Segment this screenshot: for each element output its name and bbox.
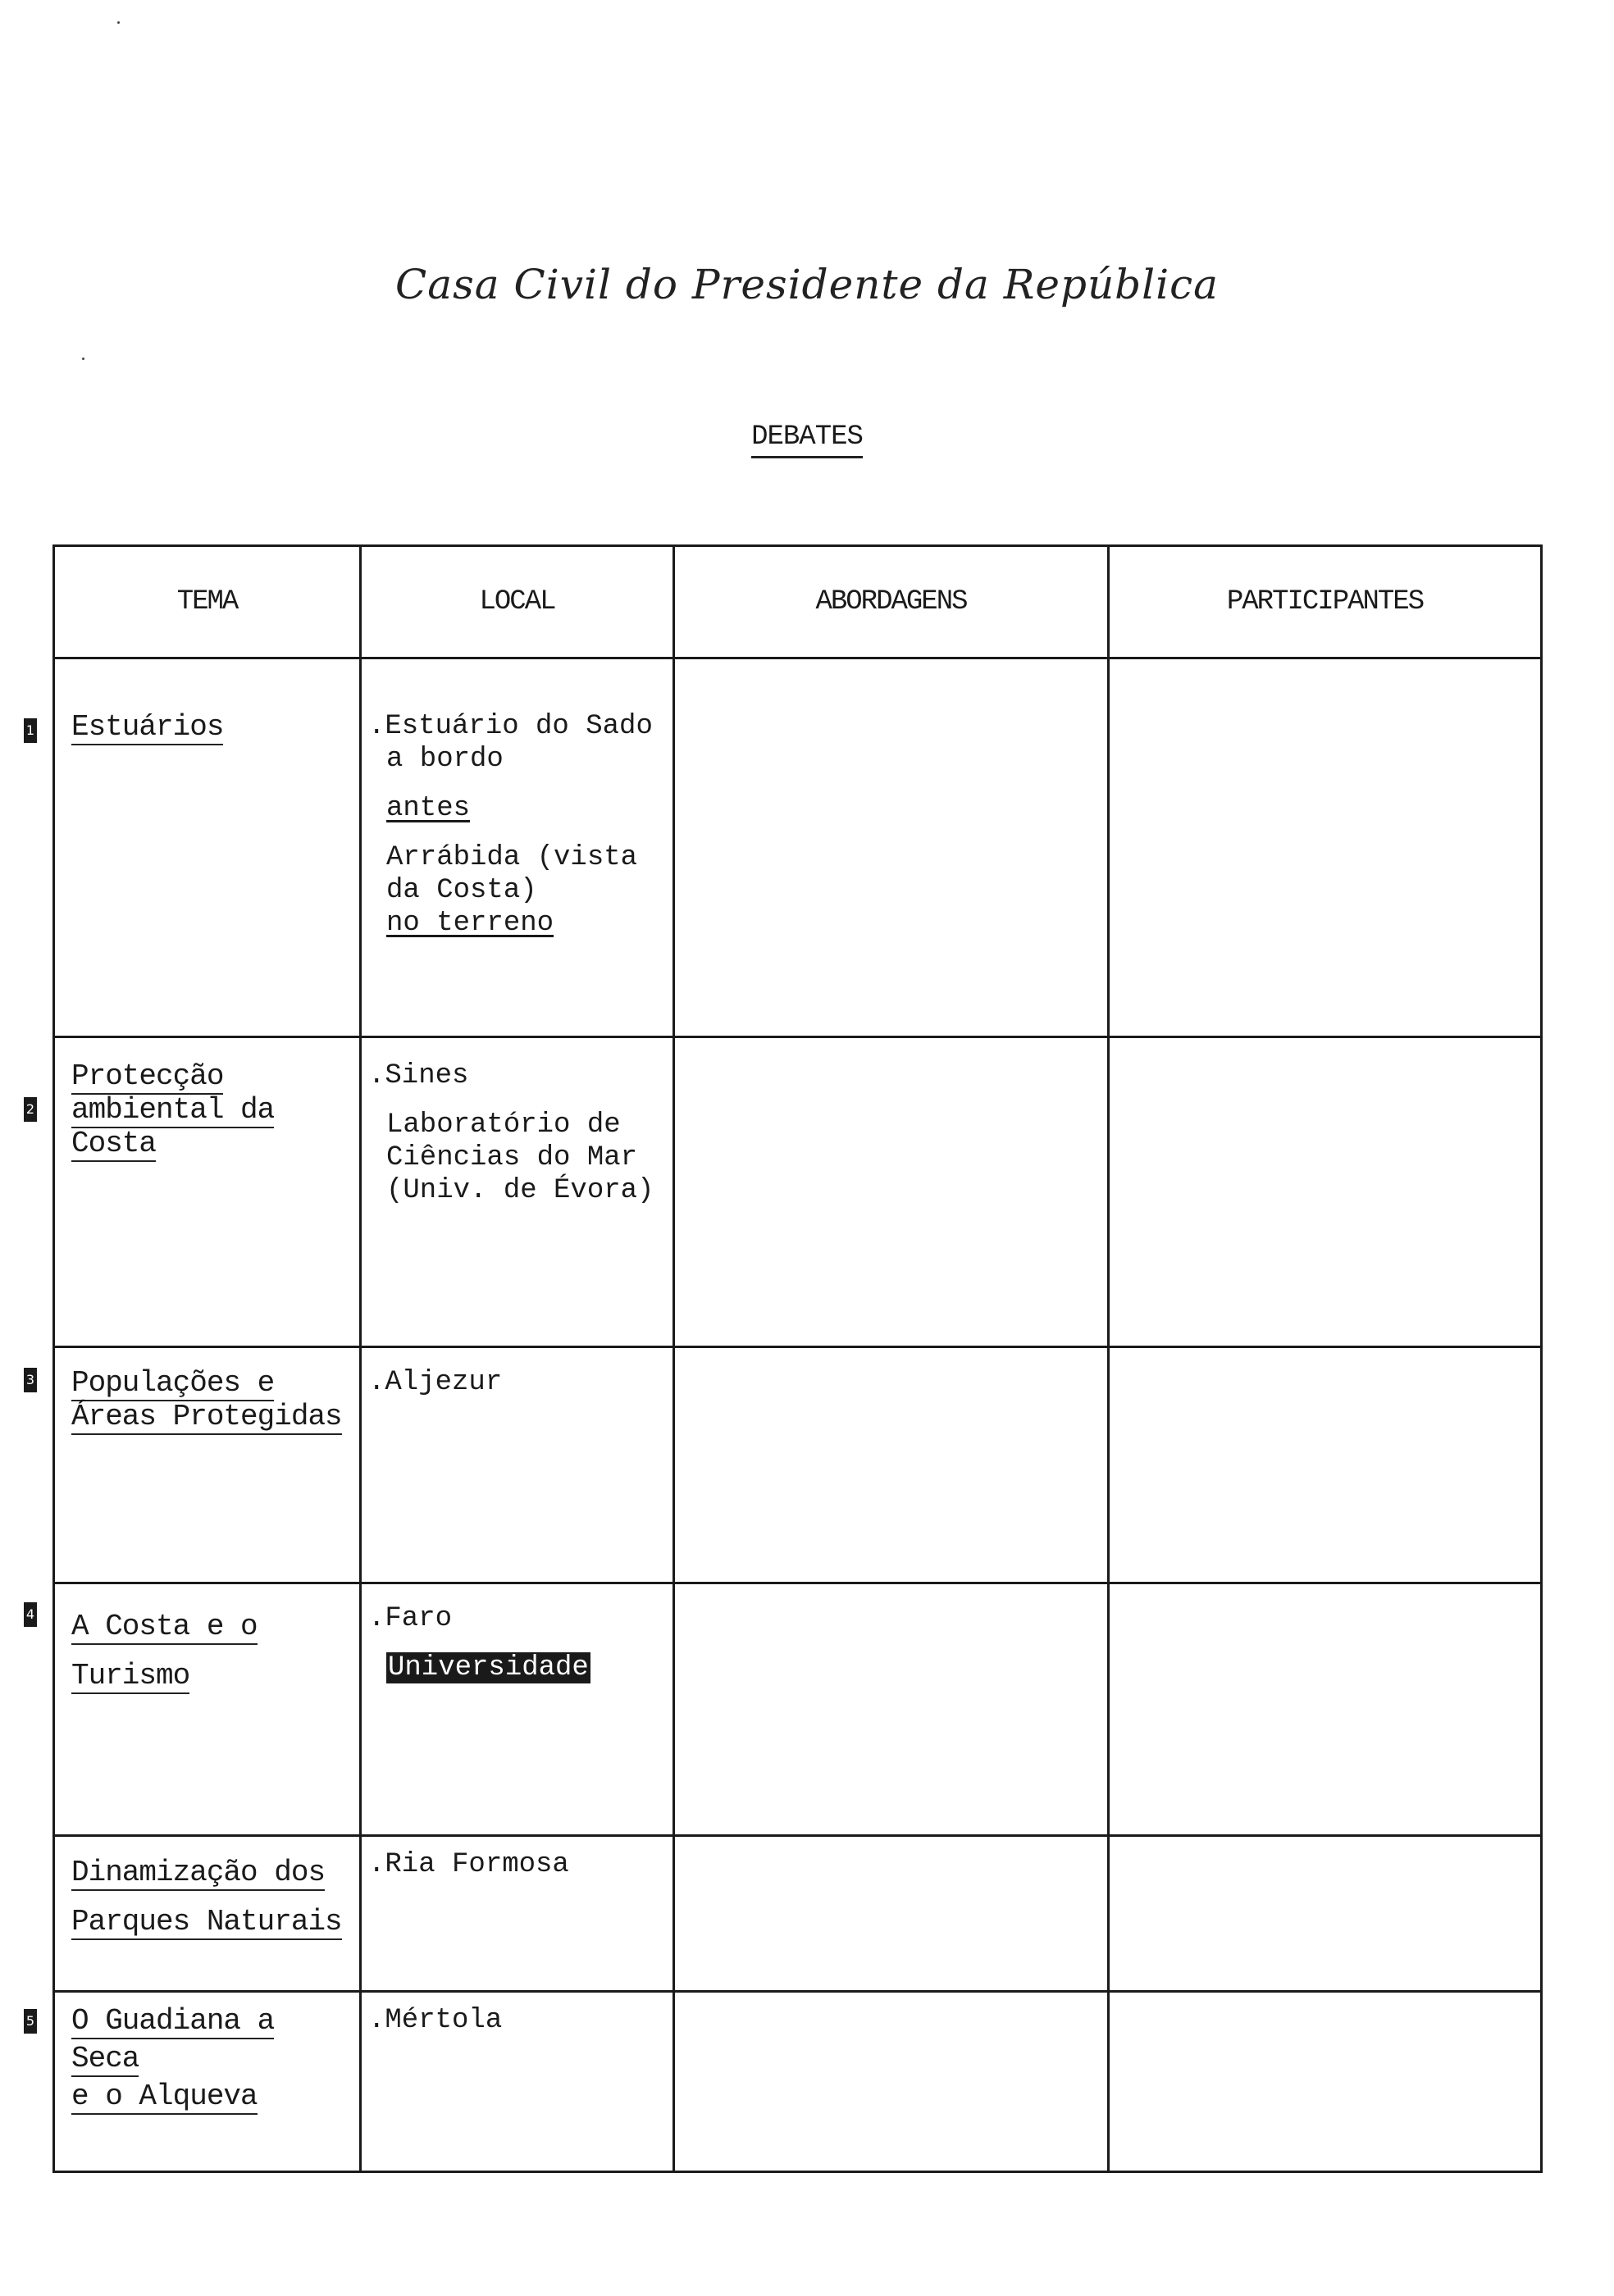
header-tema: TEMA	[54, 546, 361, 658]
tema-line: Áreas Protegidas	[71, 1400, 342, 1433]
local-line-underlined: no terreno	[386, 908, 554, 939]
local-line: Arrábida (vista	[386, 842, 638, 873]
local-line	[368, 1651, 669, 1684]
local-line: Ciências do Mar	[386, 1142, 638, 1173]
scan-speck	[82, 358, 84, 360]
local-line	[368, 792, 669, 825]
local-line: Laboratório de	[386, 1109, 621, 1141]
row-marker: 4	[24, 1602, 37, 1627]
row-marker: 1	[24, 718, 37, 743]
local-cell	[361, 1583, 674, 1836]
participantes-cell	[1109, 658, 1542, 1037]
tema-line: Parques Naturais	[71, 1905, 342, 1938]
scan-speck	[117, 21, 120, 24]
local-line: .Ria Formosa	[368, 1849, 569, 1880]
table-row	[54, 1992, 1542, 2172]
participantes-cell	[1109, 1836, 1542, 1992]
participantes-cell	[1109, 1583, 1542, 1836]
local-cell	[361, 658, 674, 1037]
local-cell	[361, 1992, 674, 2172]
tema-line: A Costa e o	[71, 1610, 258, 1643]
participantes-cell	[1109, 1347, 1542, 1583]
local-cell	[361, 1836, 674, 1992]
row-marker: 5	[24, 2009, 37, 2034]
tema-line: ambiental da	[71, 1093, 275, 1127]
table-row	[54, 658, 1542, 1037]
participantes-cell	[1109, 1037, 1542, 1347]
local-line: .Faro	[368, 1603, 453, 1634]
row-marker: 3	[24, 1368, 37, 1392]
abordagens-cell	[674, 1037, 1109, 1347]
table-row	[54, 1836, 1542, 1992]
local-line: a bordo	[386, 744, 504, 775]
local-line: .Sines	[368, 1060, 469, 1091]
local-line: da Costa)	[386, 875, 537, 906]
local-line: .Mértola	[368, 2005, 503, 2036]
tema-cell	[25, 1347, 361, 1583]
tema-line: e o Alqueva	[71, 2080, 258, 2113]
abordagens-cell	[674, 1347, 1109, 1583]
header-participantes: PARTICIPANTES	[1109, 546, 1542, 658]
header-abordagens: ABORDAGENS	[674, 546, 1109, 658]
local-line: (Univ. de Évora)	[386, 1175, 654, 1206]
abordagens-cell	[674, 1583, 1109, 1836]
abordagens-cell	[674, 1992, 1109, 2172]
tema-line: Estuários	[71, 710, 224, 744]
document-title-text: DEBATES	[751, 421, 863, 458]
header-local: LOCAL	[361, 546, 674, 658]
participantes-cell	[1109, 1992, 1542, 2172]
table-row	[54, 1037, 1542, 1347]
tema-line: Dinamização dos	[71, 1856, 326, 1889]
local-line-highlighted: Universidade	[388, 1652, 589, 1683]
local-line: .Aljezur	[368, 1367, 503, 1398]
abordagens-cell	[674, 658, 1109, 1037]
local-cell	[361, 1037, 674, 1347]
tema-line: Costa	[71, 1127, 157, 1160]
tema-line: Protecção	[71, 1059, 224, 1093]
tema-line: Populações e	[71, 1366, 275, 1400]
tema-cell	[54, 1836, 361, 1992]
row-marker: 2	[24, 1097, 37, 1122]
local-line: .Estuário do Sado	[368, 711, 653, 742]
header-row	[54, 546, 1542, 658]
table-row	[54, 1347, 1542, 1583]
debates-table	[25, 544, 1543, 2173]
tema-cell	[25, 1583, 361, 1836]
table-row	[54, 1583, 1542, 1836]
document-title	[0, 421, 1614, 453]
local-line	[368, 907, 669, 940]
letterhead: Casa Civil do Presidente da República	[395, 261, 1219, 308]
tema-line: Turismo	[71, 1659, 190, 1692]
local-line-underlined: antes	[386, 793, 471, 824]
tema-cell	[25, 1037, 361, 1347]
tema-cell	[25, 1992, 361, 2172]
local-cell	[361, 1347, 674, 1583]
abordagens-cell	[674, 1836, 1109, 1992]
tema-line: O Guadiana a Seca	[71, 2004, 275, 2075]
tema-cell	[25, 658, 361, 1037]
